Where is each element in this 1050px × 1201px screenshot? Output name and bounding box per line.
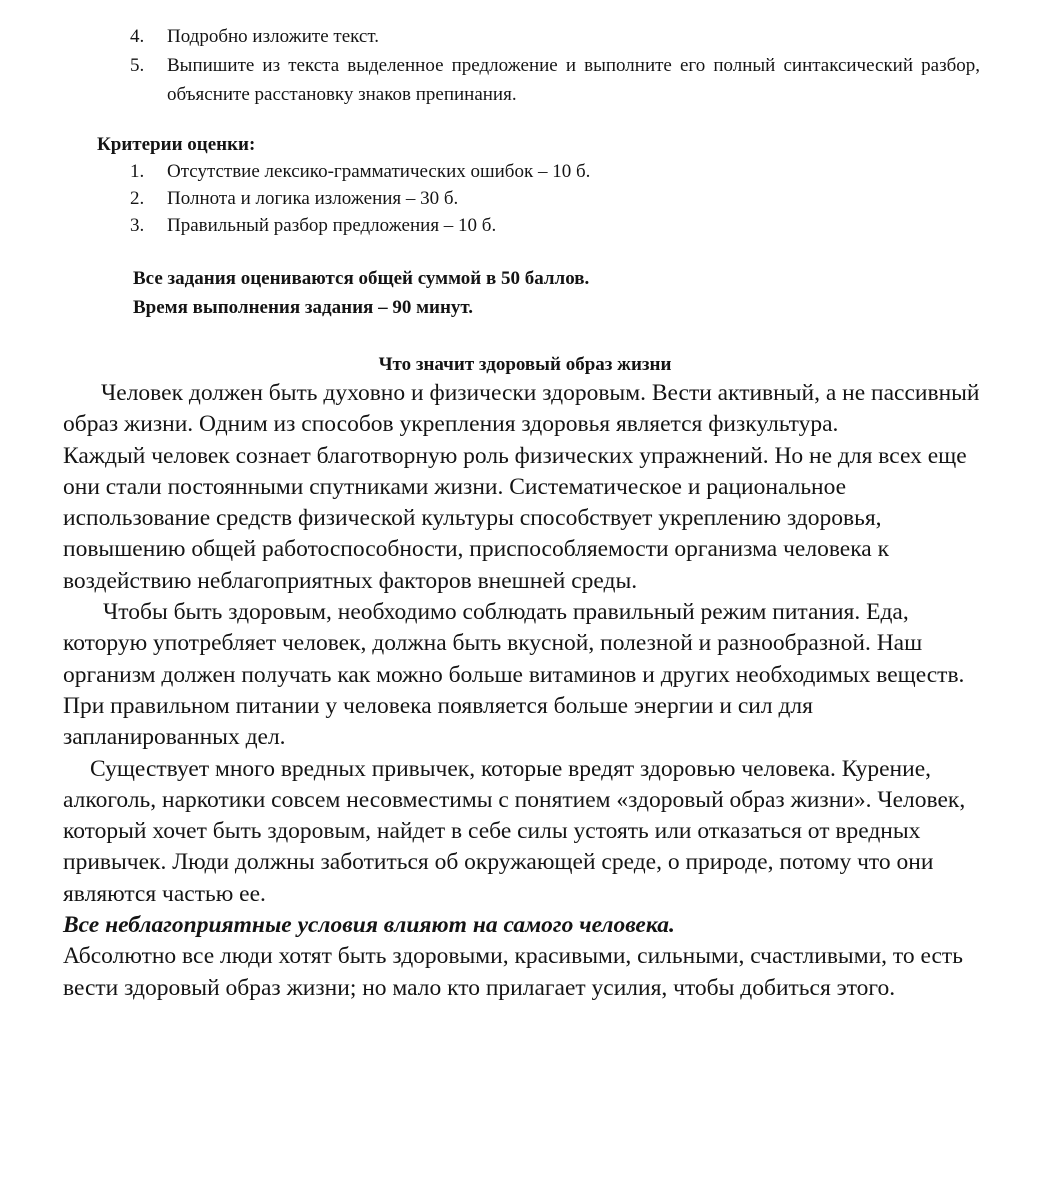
criteria-item (130, 158, 930, 185)
essay-title: Что значит здоровый образ жизни (378, 354, 672, 375)
criteria-number: 1. (130, 161, 145, 182)
essay-paragraph: Абсолютно все люди хотят быть здоровыми, красивыми, сильными, счастливыми, то есть вести здоровый образ жизни; но мало кто прилагает усилия, чтобы добиться этого. (63, 943, 963, 1001)
criteria-text: Полнота и логика изложения – 30 б. (167, 188, 459, 209)
essay-paragraph: Человек должен быть духовно и физически здоровым. Вести активный, а не пассивный образ жизни. Одним из способов укрепления здоровья является физкультура. (63, 380, 980, 438)
task-item (130, 22, 980, 51)
task-item (130, 51, 980, 109)
criteria-text: Правильный разбор предложения – 10 б. (167, 215, 497, 236)
criteria-item (130, 212, 930, 239)
task-number: 4. (130, 26, 145, 47)
task-number: 5. (130, 55, 145, 76)
criteria-number: 2. (130, 188, 145, 209)
essay-paragraph: Чтобы быть здоровым, необходимо соблюдать правильный режим питания. Еда, которую употребляет человек, должна быть вкусной, полезной и разнообразной. Наш организм должен получать как можно больше витаминов и других необходимых веществ. (63, 599, 965, 688)
highlighted-sentence: Все неблагоприятные условия влияют на самого человека. (63, 912, 675, 939)
criteria-list (130, 158, 930, 239)
task-list (130, 22, 980, 109)
task-text: Подробно изложите текст. (167, 26, 379, 47)
time-limit-note: Время выполнения задания – 90 минут. (133, 297, 474, 318)
task-text: Выпишите из текста выделенное предложение и выполните его полный синтаксический разбор, объясните расстановку знаков препинания. (167, 55, 980, 105)
criteria-text: Отсутствие лексико-грамматических ошибок – 10 б. (167, 161, 591, 182)
total-points-note: Все задания оцениваются общей суммой в 50 баллов. (133, 268, 590, 289)
criteria-item (130, 185, 930, 212)
essay-paragraph: Существует много вредных привычек, которые вредят здоровью человека. Курение, алкоголь, наркотики совсем несовместимы с понятием «здоровый образ жизни». Человек, который хочет быть здоровым, найдет в себе силы устоять или отказаться от вредных привычек. Люди должны заботиться об окружающей среде, о природе, потому что они являются частью ее. (63, 755, 966, 907)
essay-text (63, 378, 983, 1004)
essay-paragraph: Каждый человек сознает благотворную роль физических упражнений. Но не для всех еще они стали постоянными спутниками жизни. Систематическое и рациональное использование средств физической культуры способствует укреплению здоровья, повышению общей работоспособности, приспособляемости организма человека к воздействию неблагоприятных факторов внешней среды. (63, 442, 967, 594)
criteria-title: Критерии оценки: (97, 134, 256, 155)
essay-paragraph: При правильном питании у человека появляется больше энергии и сил для запланированных дел. (63, 692, 813, 751)
criteria-number: 3. (130, 215, 145, 236)
